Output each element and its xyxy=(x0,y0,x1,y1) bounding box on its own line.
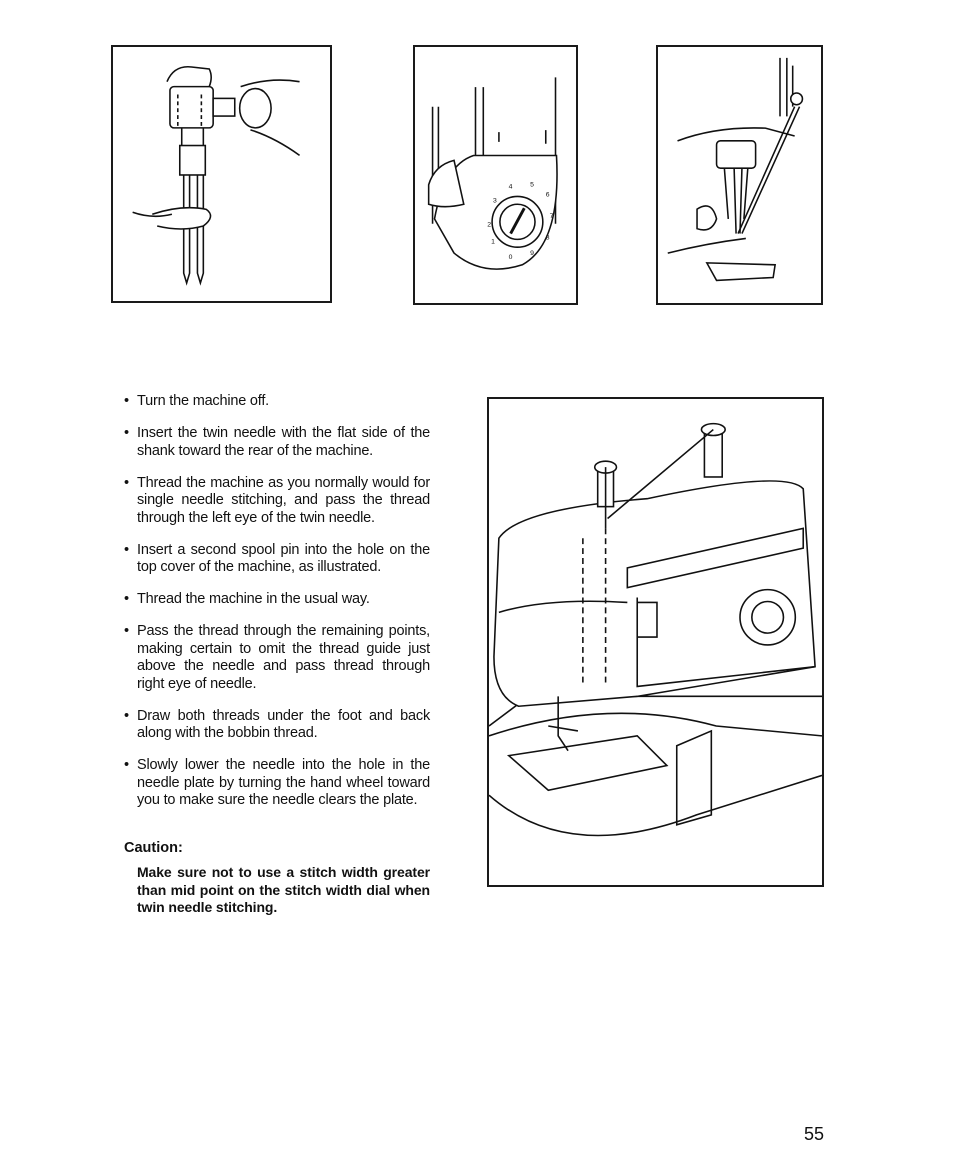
twin-needle-insertion-illustration xyxy=(111,45,332,303)
instruction-step: • Slowly lower the needle into the hole in the needle plate by turning the hand wheel toward you to make sure the needle clears the plate. xyxy=(124,757,430,810)
dial-number: 5 xyxy=(530,181,534,189)
dial-number: 7 xyxy=(549,212,554,220)
dial-number: 2 xyxy=(487,221,492,229)
dial-number: 9 xyxy=(530,250,534,258)
instruction-list xyxy=(124,393,430,824)
instruction-step: • Thread the machine in the usual way. xyxy=(124,591,430,609)
instruction-step: • Insert a second spool pin into the hole on the top cover of the machine, as illustrated. xyxy=(124,542,430,577)
dial-number: 1 xyxy=(491,238,495,246)
instruction-step: • Thread the machine as you normally would for single needle stitching, and pass the thread through the left eye of the twin needle. xyxy=(124,475,430,528)
instruction-step: • Turn the machine off. xyxy=(124,393,430,411)
dial-number: 8 xyxy=(545,234,550,242)
dial-number: 6 xyxy=(545,191,550,199)
dial-number: 4 xyxy=(508,183,513,191)
instruction-step: • Draw both threads under the foot and back along with the bobbin thread. xyxy=(124,708,430,743)
sewing-machine-two-spools-illustration xyxy=(487,397,824,887)
caution-text: Make sure not to use a stitch width greater than mid point on the stitch width dial when twin needle stitching. xyxy=(137,864,430,915)
caution-block xyxy=(124,840,430,917)
instruction-step: • Pass the thread through the remaining points, making certain to omit the thread guide just above the needle and pass thread through right eye of needle. xyxy=(124,623,430,693)
presser-foot-threading-illustration xyxy=(656,45,823,305)
caution-title: Caution: xyxy=(124,840,183,856)
dial-number: 0 xyxy=(508,253,513,261)
page-number: 55 xyxy=(804,1124,825,1144)
dial-number: 3 xyxy=(493,197,497,205)
instruction-step: • Insert the twin needle with the flat side of the shank toward the rear of the machine. xyxy=(124,425,430,460)
stitch-width-dial-illustration xyxy=(413,45,578,305)
